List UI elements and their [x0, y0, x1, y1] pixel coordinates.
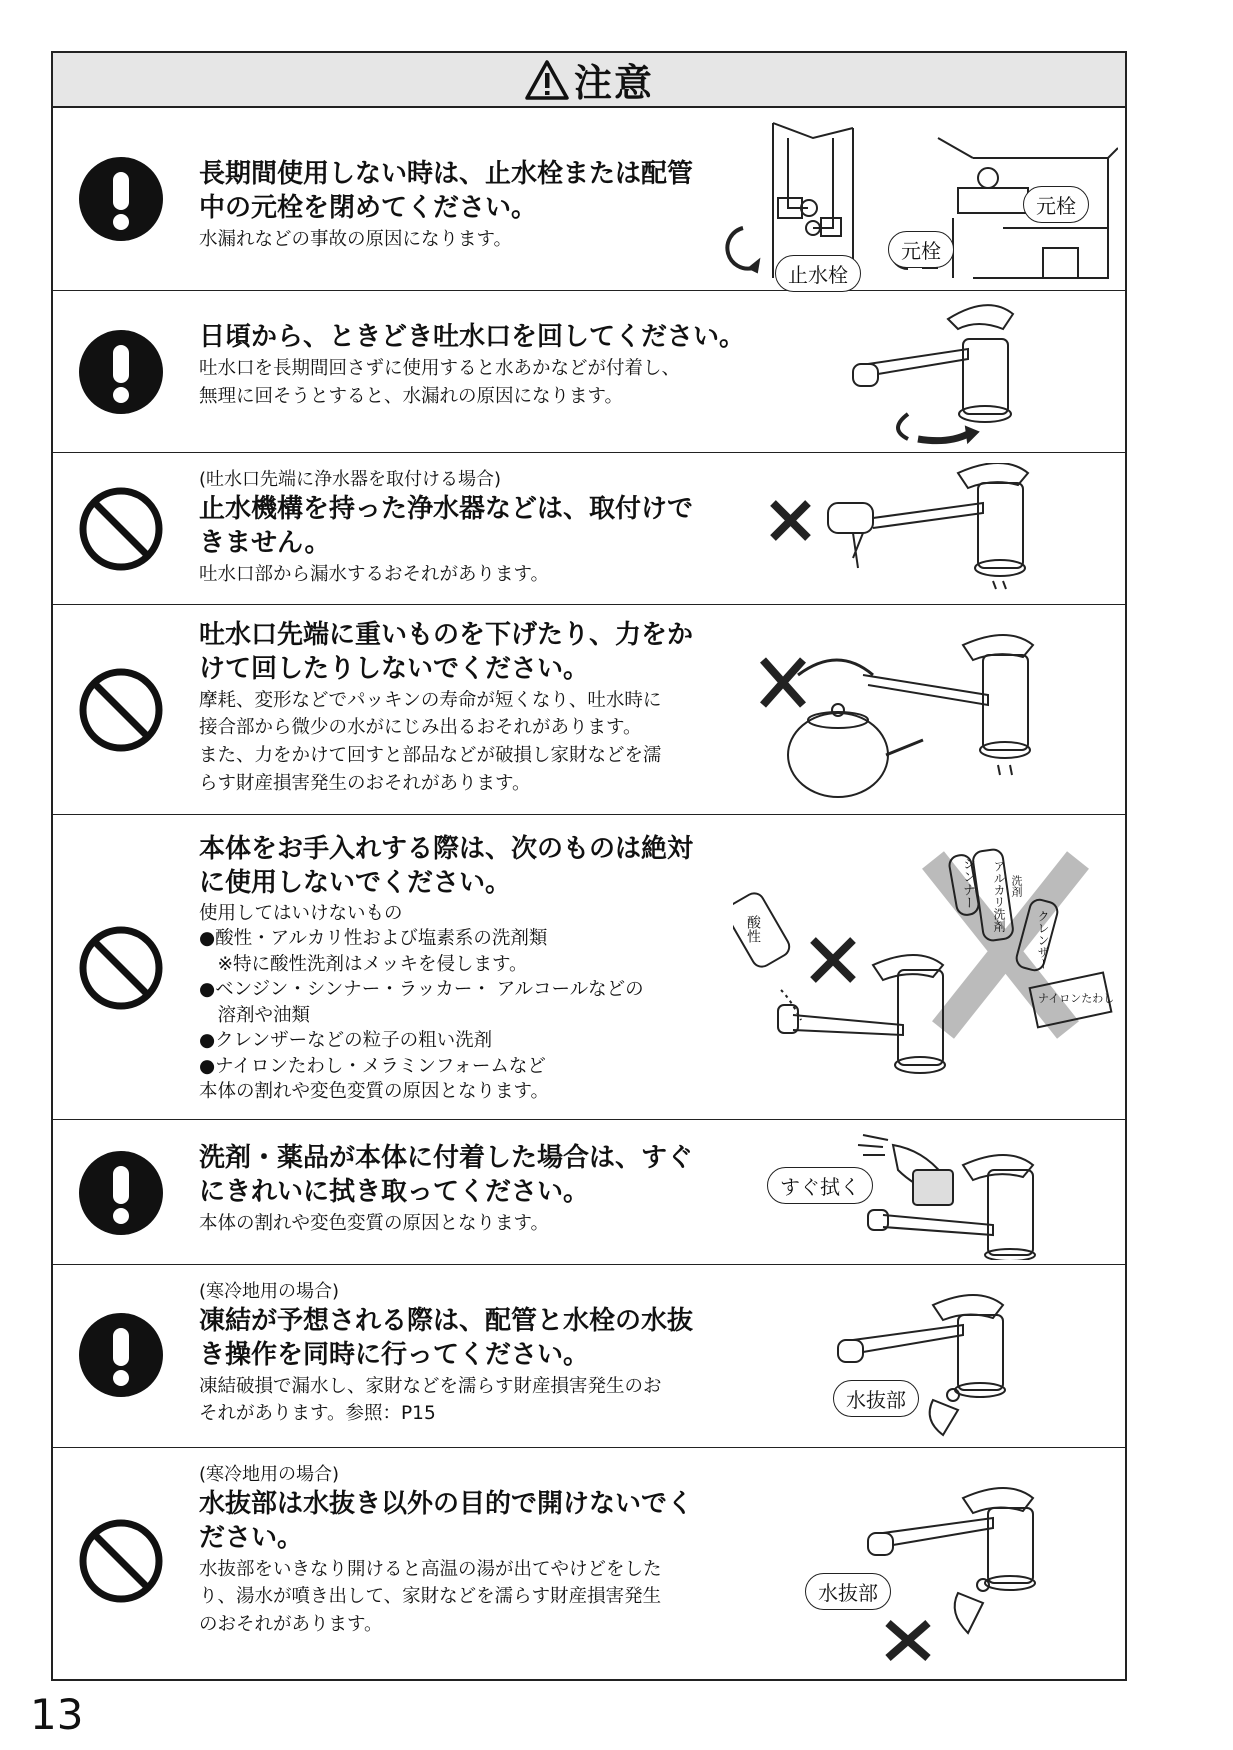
water-purifier-prohibited-illustration — [763, 463, 1118, 598]
mandatory-action-icon — [78, 1150, 164, 1236]
caution-item-7 — [53, 1265, 1125, 1448]
alkali-detergent-label: アルカリ洗剤 — [992, 860, 1006, 932]
caution-header — [53, 53, 1125, 108]
cleaning-agents-prohibited-illustration — [733, 840, 1123, 1115]
caution-item-description: 本体の割れや変色変質の原因となります。 — [199, 1212, 550, 1234]
mandatory-action-icon — [78, 329, 164, 415]
drain-part-label: 水抜部 — [805, 1573, 891, 1610]
caution-item-title: 吐水口先端に重いものを下げたり、力をか けて回したりしないでください。 — [199, 620, 694, 684]
main-valve-label: 元栓 — [1023, 186, 1089, 223]
prohibited-action-icon — [78, 667, 164, 753]
prohibited-action-icon — [78, 486, 164, 572]
caution-item-description: 吐水口を長期間回さずに使用すると水あかなどが付着し、 無理に回そうとすると、水漏れの原因になります。 — [199, 357, 681, 407]
caution-text — [199, 321, 799, 410]
caution-item-1 — [53, 106, 1125, 291]
caution-item-note: (寒冷地用の場合) — [199, 1464, 340, 1485]
drain-part-label: 水抜部 — [833, 1380, 919, 1417]
mandatory-action-icon — [78, 156, 164, 242]
prohibited-action-icon — [78, 925, 164, 1011]
mandatory-action-icon — [78, 1312, 164, 1398]
caution-text — [199, 833, 779, 1105]
caution-item-description: 水抜部をいきなり開けると高温の湯が出てやけどをした り、湯水が噴き出して、家財などを濡らす財産損害発生 のおそれがあります。 — [199, 1558, 662, 1636]
caution-item-note: (寒冷地用の場合) — [199, 1281, 340, 1302]
caution-text — [199, 1142, 779, 1237]
caution-item-5 — [53, 815, 1125, 1120]
wipe-off-illustration — [853, 1125, 1118, 1260]
prohibited-action-icon — [78, 1518, 164, 1604]
caution-item-title: 長期間使用しない時は、止水栓または配管 中の元栓を閉めてください。 — [199, 159, 694, 223]
caution-item-8 — [53, 1448, 1125, 1681]
caution-item-note: (吐水口先端に浄水器を取付ける場合) — [199, 469, 502, 490]
caution-item-title: 洗剤・薬品が本体に付着した場合は、すぐ にきれいに拭き取ってください。 — [199, 1143, 694, 1207]
caution-item-description: 水漏れなどの事故の原因になります。 — [199, 228, 513, 250]
caution-item-title: 水抜部は水抜き以外の目的で開けないでく ださい。 — [199, 1489, 694, 1553]
caution-item-3 — [53, 453, 1125, 605]
cleanser-label: クレンザー — [1036, 910, 1050, 970]
warning-triangle-icon — [524, 59, 570, 101]
heavy-object-prohibited-illustration — [758, 615, 1118, 805]
thinner-label: シンナー — [960, 857, 975, 909]
caution-text — [199, 158, 779, 253]
caution-item-title: 止水機構を持った浄水器などは、取付けで きません。 — [199, 494, 694, 558]
caution-title: 注意 — [573, 61, 654, 105]
caution-text — [199, 1460, 779, 1639]
page-number: 13 — [30, 1690, 84, 1739]
caution-text — [199, 465, 779, 588]
caution-item-title: 凍結が予想される際は、配管と水栓の水抜 き操作を同時に行ってください。 — [199, 1306, 694, 1370]
main-valve-label-2: 元栓 — [888, 231, 954, 268]
drain-prohibited-illustration — [843, 1473, 1113, 1663]
detergent-label: 洗剤 — [1010, 875, 1023, 897]
caution-text — [199, 1277, 779, 1428]
caution-item-title: 日頃から、ときどき吐水口を回してください。 — [199, 322, 746, 352]
acid-label: 酸性 — [745, 915, 761, 943]
caution-item-description: 吐水口部から漏水するおそれがあります。 — [199, 563, 550, 585]
nylon-scrubber-label: ナイロンたわし — [1038, 992, 1115, 1005]
shutoff-valve-label: 止水栓 — [775, 255, 861, 292]
caution-text — [199, 619, 779, 798]
caution-item-title: 本体をお手入れする際は、次のものは絶対 に使用しないでください。 — [199, 834, 694, 898]
caution-item-4 — [53, 605, 1125, 815]
caution-item-description: 使用してはいけないもの ●酸性・アルカリ性および塩素系の洗剤類 ※特に酸性洗剤はメッキを侵します。 ●ベンジン・シンナー・ラッカー・ アルコールなどの 溶剤や油類 ●クレンザーなどの粒子の粗い洗剤 ●ナイロンたわし・メラミンフォームなど 本体の割れや変色変質の原因となります。 — [199, 902, 644, 1103]
caution-item-6 — [53, 1120, 1125, 1265]
caution-frame — [51, 51, 1127, 1681]
caution-item-description: 摩耗、変形などでパッキンの寿命が短くなり、吐水時に 接合部から微少の水がにじみ出るおそれがあります。 また、力をかけて回すと部品などが破損し家財などを濡 らす財産損害発生のおそれがあります。 — [199, 689, 662, 794]
caution-item-description: 凍結破損で漏水し、家財などを濡らす財産損害発生のお それがあります。参照：P15 — [199, 1375, 662, 1425]
wipe-immediately-label: すぐ拭く — [767, 1167, 873, 1204]
faucet-rotate-illustration — [848, 299, 1098, 449]
caution-item-2 — [53, 291, 1125, 453]
